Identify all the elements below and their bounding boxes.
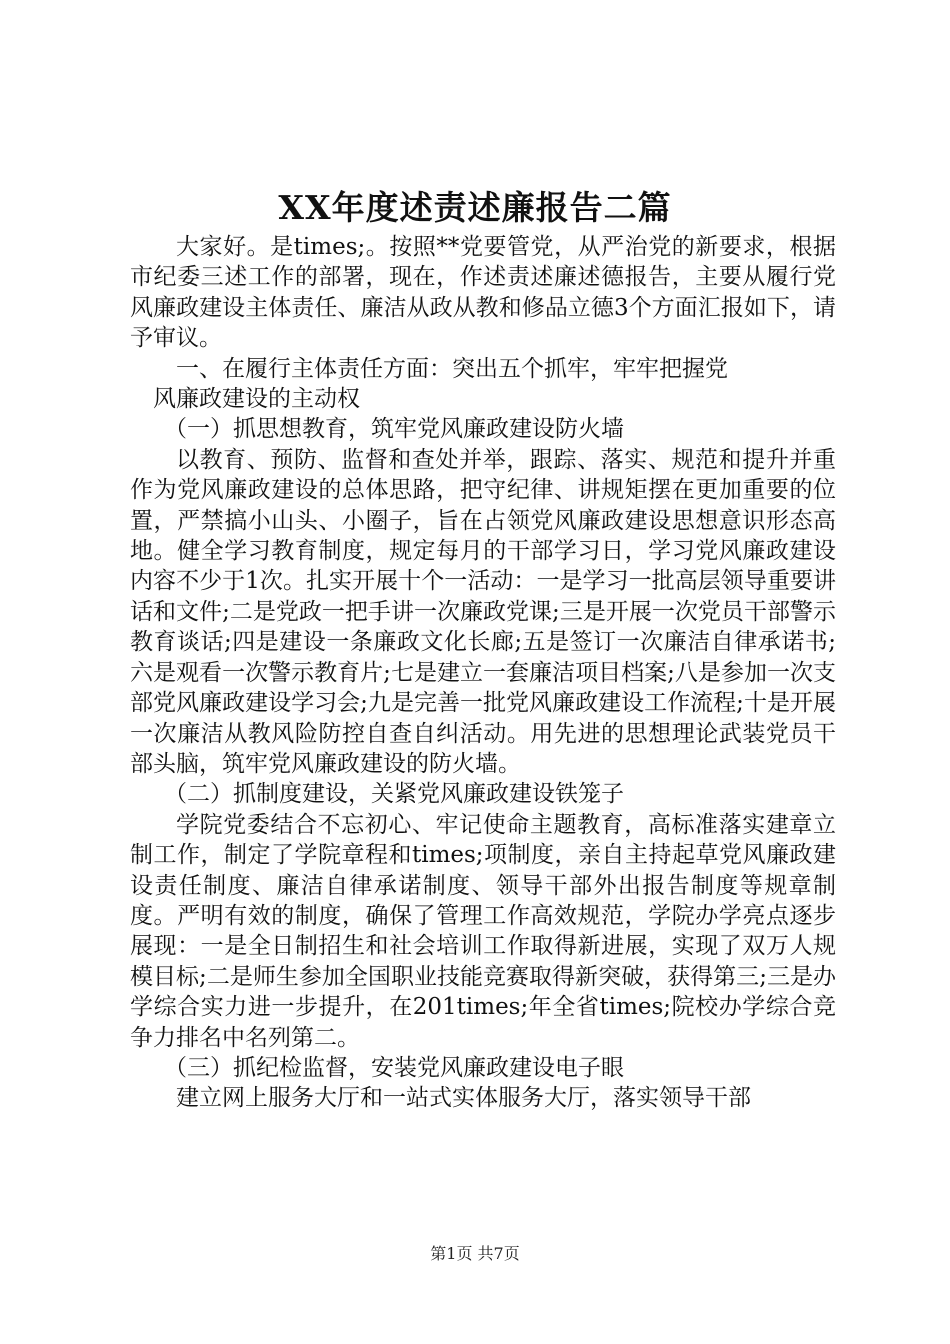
- document-body: [130, 232, 836, 1114]
- document-title: XX年度述责述廉报告二篇: [278, 188, 672, 227]
- subsection-heading-2: （二）抓制度建设，关紧党风廉政建设铁笼子: [164, 781, 624, 808]
- section-heading-1-line-1: 一、在履行主体责任方面：突出五个抓牢，牢牢把握党: [176, 355, 728, 382]
- page-footer: 第1页 共7页: [430, 1244, 520, 1263]
- paragraph-intro: 大家好。是times;。按照**党要管党，从严治党的新要求，根据市纪委三述工作的部署，现在，作述责述廉述德报告，主要从履行党风廉政建设主体责任、廉洁从政从教和修品立德3个方面汇报如下，请予审议。: [130, 234, 836, 352]
- paragraph-supervision: 建立网上服务大厅和一站式实体服务大厅，落实领导干部: [176, 1085, 751, 1112]
- subsection-heading-1: （一）抓思想教育，筑牢党风廉政建设防火墙: [164, 416, 624, 443]
- subsection-heading-3: （三）抓纪检监督，安装党风廉政建设电子眼: [164, 1054, 624, 1081]
- paragraph-ideological-education: 以教育、预防、监督和查处并举，跟踪、落实、规范和提升并重作为党风廉政建设的总体思路，把守纪律、讲规矩摆在更加重要的位置，严禁搞小山头、小圈子，旨在占领党风廉政建设思想意识形态高地。健全学习教育制度，规定每月的干部学习日，学习党风廉政建设内容不少于1次。扎实开展十个一活动：一是学习一批高层领导重要讲话和文件;二是党政一把手讲一次廉政党课;三是开展一次党员干部警示教育谈话;四是建设一条廉政文化长廊;五是签订一次廉洁自律承诺书;六是观看一次警示教育片;七是建立一套廉洁项目档案;八是参加一次支部党风廉政建设学习会;九是完善一批党风廉政建设工作流程;十是开展一次廉洁从教风险防控自查自纠活动。用先进的思想理论武装党员干部头脑，筑牢党风廉政建设的防火墙。: [130, 446, 836, 777]
- paragraph-system-building: 学院党委结合不忘初心、牢记使命主题教育，高标准落实建章立制工作，制定了学院章程和times;项制度，亲自主持起草党风廉政建设责任制度、廉洁自律承诺制度、领导干部外出报告制度等规章制度。严明有效的制度，确保了管理工作高效规范，学院办学亮点逐步展现：一是全日制招生和社会培训工作取得新进展，实现了双万人规模目标;二是师生参加全国职业技能竞赛取得新突破，获得第三;三是办学综合实力进一步提升，在201times;年全省times;院校办学综合竞争力排名中名列第二。: [130, 811, 836, 1051]
- section-heading-1-line-2: 风廉政建设的主动权: [153, 386, 360, 413]
